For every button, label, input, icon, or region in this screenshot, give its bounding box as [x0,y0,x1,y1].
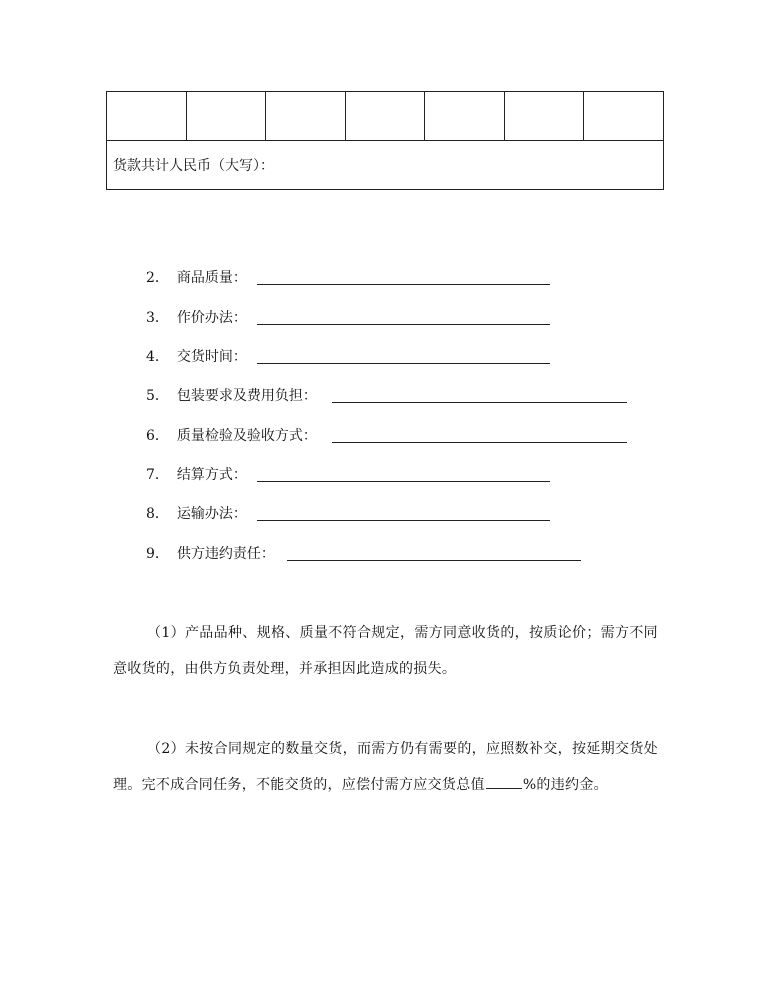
field-label: 供方违约责任： [176,546,275,562]
field-number: 9． [146,546,169,562]
field-number: 3． [146,310,169,326]
price-table [106,91,664,190]
fill-in-line[interactable] [332,402,627,403]
fill-in-line[interactable] [257,481,550,482]
fill-in-line[interactable] [332,442,627,443]
field-inspection [146,426,317,446]
field-label: 包装要求及费用负担： [176,388,317,404]
table-cell [186,92,266,141]
field-label: 商品质量： [176,270,247,286]
total-amount-label: 货款共计人民币（大写）： [107,141,664,190]
field-label: 作价办法： [176,310,247,326]
table-cell [504,92,584,141]
field-label: 交货时间： [176,349,247,365]
field-label: 运输办法： [176,506,247,522]
field-quality [146,268,247,288]
field-delivery-time [146,347,247,367]
clause-text: （2）未按合同规定的数量交货，而需方仍有需要的，应照数补交，按延期交货处理。完不成合同任务，不能交货的，应偿付需方应交货总值 [113,741,658,793]
clause-text: （1）产品品种、规格、质量不符合规定，需方同意收货的，按质论价；需方不同意收货的，由供方负责处理，并承担因此造成的损失。 [113,625,658,677]
field-label: 质量检验及验收方式： [176,428,317,444]
field-number: 7． [146,467,169,483]
table-row [107,141,664,190]
fill-in-line[interactable] [257,520,550,521]
percentage-blank[interactable] [486,787,522,789]
field-packaging [146,386,317,406]
fill-in-line[interactable] [257,363,550,364]
clause-2 [113,731,658,803]
field-supplier-liability [146,544,275,564]
field-number: 8． [146,506,169,522]
fill-in-line[interactable] [287,560,581,561]
field-label: 结算方式： [176,467,247,483]
fill-in-line[interactable] [257,324,550,325]
clause-text: %的违约金。 [522,777,608,793]
fill-in-line[interactable] [257,284,550,285]
field-settlement [146,465,247,485]
field-number: 2． [146,270,169,286]
clause-1 [113,615,658,687]
field-pricing [146,308,247,328]
field-number: 5． [146,388,169,404]
field-number: 6． [146,428,169,444]
field-transport [146,504,247,524]
table-cell [107,92,187,141]
table-cell [345,92,425,141]
table-cell [425,92,505,141]
field-number: 4． [146,349,169,365]
table-cell [584,92,664,141]
table-row [107,92,664,141]
table-cell [266,92,346,141]
